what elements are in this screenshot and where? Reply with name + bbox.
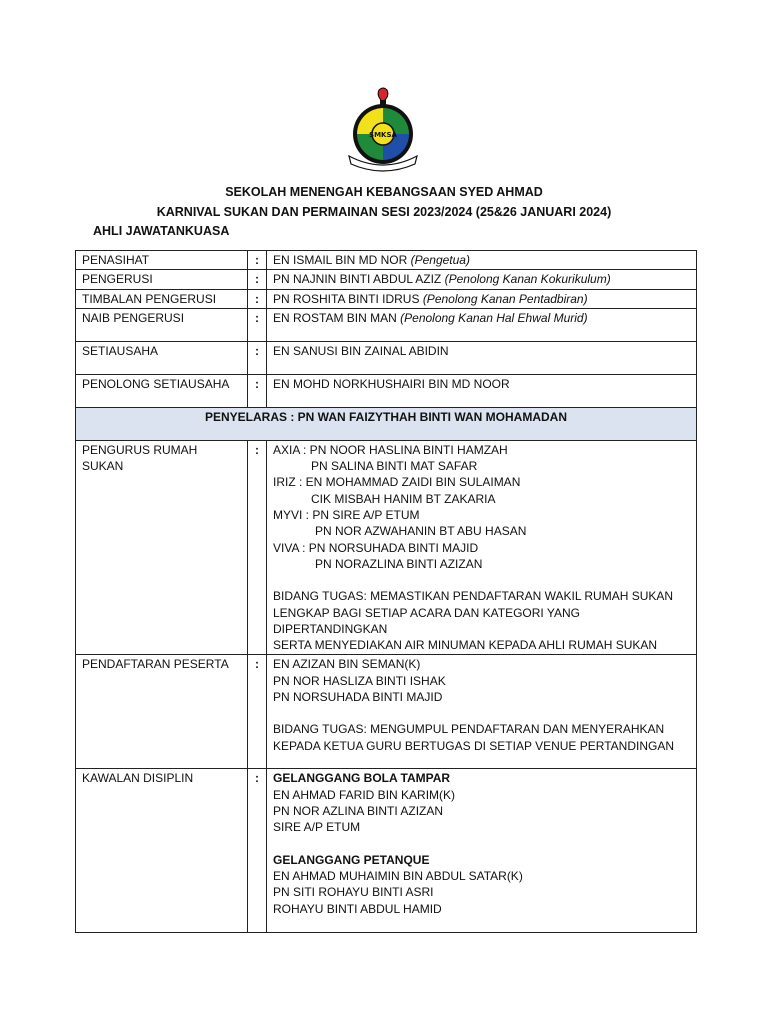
member-name: EN ROSTAM BIN MAN	[273, 310, 397, 325]
member-cell	[267, 289, 697, 308]
member-line: ROHAYU BINTI ABDUL HAMID	[273, 901, 442, 916]
table-row	[76, 341, 697, 374]
member-position: (Penolong Kanan Hal Ehwal Murid)	[400, 310, 588, 325]
role-cell: SETIAUSAHA	[76, 341, 248, 374]
role-line: SUKAN	[82, 459, 124, 474]
duty-line: BIDANG TUGAS: MEMASTIKAN PENDAFTARAN WAKIL RUMAH SUKAN	[273, 589, 674, 604]
role-cell	[76, 440, 248, 655]
committee-table	[75, 250, 697, 933]
member-position: (Pengetua)	[410, 253, 470, 267]
member-position: (Penolong Kanan Pentadbiran)	[422, 291, 588, 306]
member-line: PN SITI ROHAYU BINTI ASRI	[273, 885, 434, 900]
table-row	[76, 270, 697, 289]
school-logo	[343, 86, 423, 172]
house-line: CIK MISBAH HANIM BT ZAKARIA	[311, 491, 496, 506]
table-row	[76, 289, 697, 308]
house-line: MYVI : PN SIRE A/P ETUM	[273, 508, 420, 523]
member-position: (Penolong Kanan Kokurikulum)	[444, 272, 611, 287]
event-title: KARNIVAL SUKAN DAN PERMAINAN SESI 2023/2024 (25&26 JANUARI 2024)	[156, 205, 612, 219]
house-line: PN NORAZLINA BINTI AZIZAN	[315, 556, 483, 571]
role-cell: PENASIHAT	[76, 251, 248, 270]
table-row	[76, 251, 697, 270]
coordinator-row	[76, 407, 697, 440]
role-cell: PENOLONG SETIAUSAHA	[76, 374, 248, 407]
table-row	[76, 655, 697, 769]
member-cell	[267, 251, 697, 270]
member-line: PN NORSUHADA BINTI MAJID	[273, 690, 443, 705]
member-line: EN AHMAD FARID BIN KARIM(K)	[273, 787, 456, 802]
role-cell: NAIB PENGERUSI	[76, 308, 248, 341]
duty-line: LENGKAP BAGI SETIAP ACARA DAN KATEGORI YANG DIPERTANDINGKAN	[273, 605, 580, 636]
role-cell: KAWALAN DISIPLIN	[76, 769, 248, 933]
house-line: PN SALINA BINTI MAT SAFAR	[311, 459, 478, 474]
separator: :	[248, 341, 267, 374]
separator: :	[248, 289, 267, 308]
member-name: EN MOHD NORKHUSHAIRI BIN MD NOOR	[267, 374, 697, 407]
member-line: PN NOR HASLIZA BINTI ISHAK	[273, 673, 446, 688]
duty-line: KEPADA KETUA GURU BERTUGAS DI SETIAP VENUE PERTANDINGAN	[273, 738, 674, 753]
role-cell: PENGERUSI	[76, 270, 248, 289]
role-cell: PENDAFTARAN PESERTA	[76, 655, 248, 769]
table-row	[76, 308, 697, 341]
separator: :	[248, 655, 267, 769]
member-cell	[267, 308, 697, 341]
venue-title: GELANGGANG PETANQUE	[273, 852, 430, 867]
section-title: AHLI JAWATANKUASA	[93, 224, 230, 238]
logo-lettering: SMKSA	[369, 131, 397, 139]
separator: :	[248, 440, 267, 655]
member-line: EN AHMAD MUHAIMIN BIN ABDUL SATAR(K)	[273, 868, 523, 883]
member-name: EN ISMAIL BIN MD NOR	[273, 253, 408, 267]
member-name: PN NAJNIN BINTI ABDUL AZIZ	[273, 272, 442, 287]
separator: :	[248, 769, 267, 933]
member-cell	[267, 440, 697, 655]
separator: :	[248, 270, 267, 289]
house-line: VIVA : PN NORSUHADA BINTI MAJID	[273, 540, 479, 555]
school-title: SEKOLAH MENENGAH KEBANGSAAN SYED AHMAD	[225, 185, 543, 199]
duty-line: BIDANG TUGAS: MENGUMPUL PENDAFTARAN DAN MENYERAHKAN	[273, 722, 665, 737]
separator: :	[248, 374, 267, 407]
table-row	[76, 374, 697, 407]
member-line: PN NOR AZLINA BINTI AZIZAN	[273, 804, 444, 819]
table-row	[76, 769, 697, 933]
duty-line: SERTA MENYEDIAKAN AIR MINUMAN KEPADA AHLI RUMAH SUKAN	[273, 638, 658, 653]
role-cell: TIMBALAN PENGERUSI	[76, 289, 248, 308]
house-line: AXIA : PN NOOR HASLINA BINTI HAMZAH	[273, 442, 508, 457]
separator: :	[248, 251, 267, 270]
member-cell	[267, 655, 697, 769]
house-line: PN NOR AZWAHANIN BT ABU HASAN	[315, 524, 527, 539]
house-line: IRIZ : EN MOHAMMAD ZAIDI BIN SULAIMAN	[273, 475, 521, 490]
member-name: PN ROSHITA BINTI IDRUS	[273, 291, 420, 306]
separator: :	[248, 308, 267, 341]
venue-title: GELANGGANG BOLA TAMPAR	[273, 771, 451, 786]
coordinator-label: PENYELARAS : PN WAN FAIZYTHAH BINTI WAN MOHAMADAN	[76, 407, 697, 440]
table-row	[76, 440, 697, 655]
member-cell	[267, 270, 697, 289]
member-cell	[267, 769, 697, 933]
member-line: EN AZIZAN BIN SEMAN(K)	[273, 657, 421, 672]
member-line: SIRE A/P ETUM	[273, 820, 361, 835]
member-name: EN SANUSI BIN ZAINAL ABIDIN	[267, 341, 697, 374]
role-line: PENGURUS RUMAH	[82, 442, 198, 457]
